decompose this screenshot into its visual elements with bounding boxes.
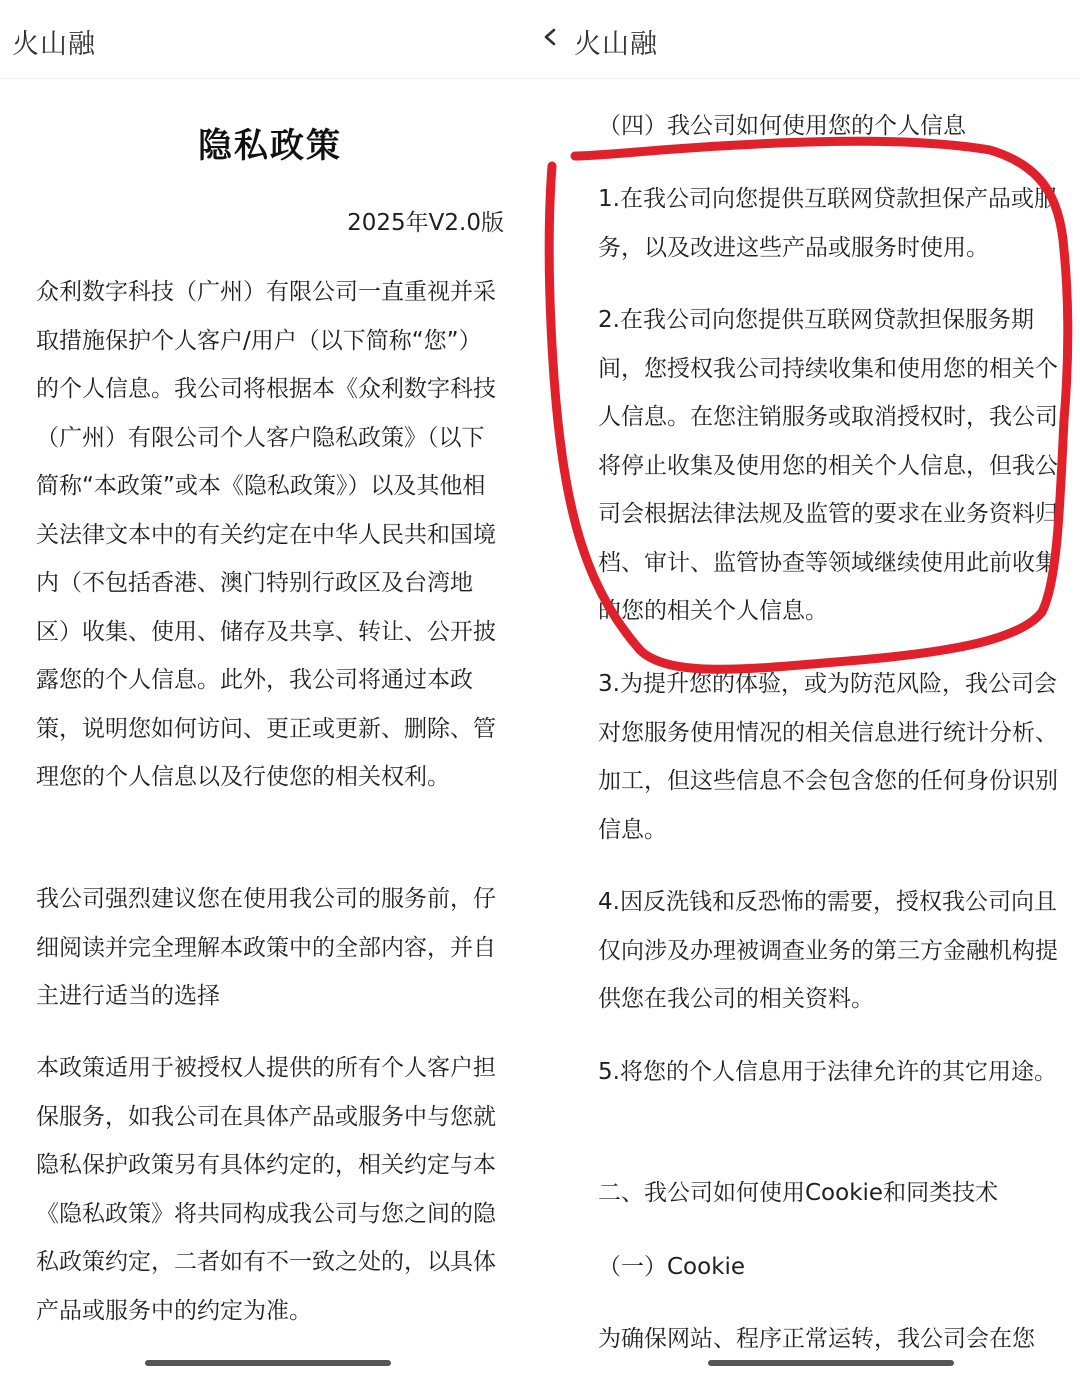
- recommendation-paragraph: 我公司强烈建议您在使用我公司的服务前，仔细阅读并完全理解本政策中的全部内容，并自主进行适当的选择: [36, 886, 496, 1009]
- chevron-left-icon[interactable]: [540, 22, 566, 58]
- usage-item-1: 1.在我公司向您提供互联网贷款担保产品或服务，以及改进这些产品或服务时使用。: [598, 186, 1057, 261]
- home-indicator[interactable]: [145, 1360, 391, 1366]
- app-title: 火山融: [12, 29, 96, 60]
- section-heading-usage: （四）我公司如何使用您的个人信息: [598, 113, 966, 139]
- intro-paragraph: 众利数字科技（广州）有限公司一直重视并采取措施保护个人客户/用户（以下简称“您”）的个人信息。我公司将根据本《众利数字科技（广州）有限公司个人客户隐私政策》（以下简称“本政策”或本《隐私政策》）以及其他相关法律文本中的有关约定在中华人民共和国境内（不包括香港、澳门特别行政区及台湾地区）收集、使用、储存及共享、转让、公开披露您的个人信息。此外，我公司将通过本政策，说明您如何访问、更正或更新、删除、管理您的个人信息以及行使您的相关权利。: [36, 279, 496, 790]
- home-indicator[interactable]: [708, 1360, 954, 1366]
- usage-item-2: 2.在我公司向您提供互联网贷款担保服务期间，您授权我公司持续收集和使用您的相关个人信息。在您注销服务或取消授权时，我公司将停止收集及使用您的相关个人信息，但我公司会根据法律法规及监管的要求在业务资料归档、审计、监管协查等领域继续使用此前收集的您的相关个人信息。: [598, 307, 1058, 624]
- scope-paragraph: 本政策适用于被授权人提供的所有个人客户担保服务，如我公司在具体产品或服务中与您就隐私保护政策另有具体约定的，相关约定与本《隐私政策》将共同构成我公司与您之间的隐私政策约定，二者如有不一致之处的，以具体产品或服务中的约定为准。: [36, 1055, 496, 1324]
- document-title: 隐私政策: [198, 126, 342, 166]
- section-heading-cookie: 二、我公司如何使用Cookie和同类技术: [598, 1180, 999, 1206]
- version-label: 2025年V2.0版: [347, 210, 504, 236]
- usage-item-4: 4.因反洗钱和反恐怖的需要，授权我公司向且仅向涉及办理被调查业务的第三方金融机构提供您在我公司的相关资料。: [598, 889, 1058, 1012]
- cookie-paragraph: 为确保网站、程序正常运转，我公司会在您: [598, 1326, 1035, 1352]
- right-screen: [540, 0, 1080, 1378]
- app-title: 火山融: [574, 29, 658, 60]
- top-nav-bar: [540, 0, 1080, 79]
- usage-item-3: 3.为提升您的体验，或为防范风险，我公司会对您服务使用情况的相关信息进行统计分析、加工，但这些信息不会包含您的任何身份识别信息。: [598, 671, 1058, 843]
- usage-item-5: 5.将您的个人信息用于法律允许的其它用途。: [598, 1059, 1057, 1085]
- top-nav-bar: [0, 0, 540, 79]
- subsection-heading-cookie: （一）Cookie: [598, 1254, 746, 1280]
